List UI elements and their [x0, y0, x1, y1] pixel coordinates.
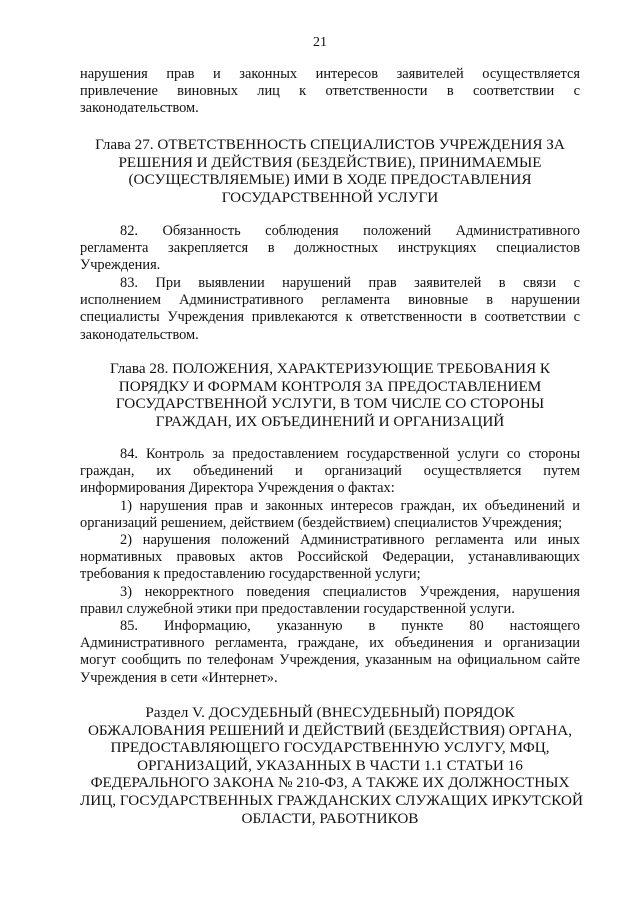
paragraph-85	[80, 618, 580, 687]
text-line: 83. При выявлении нарушений прав заявителей в связи с	[120, 275, 580, 291]
text-line: нормативных правовых актов Российской Федерации, устанавливающих	[80, 549, 580, 566]
chapter-27-heading	[80, 136, 580, 206]
list-item-1	[80, 498, 580, 532]
heading-line: ФЕДЕРАЛЬНОГО ЗАКОНА № 210-ФЗ, А ТАКЖЕ ИХ ДОЛЖНОСТНЫХ	[90, 774, 570, 792]
text-line: 2) нарушения положений Административного регламента или иных	[120, 532, 580, 548]
text-line: исполнением Административного регламента виновные в нарушении	[80, 292, 580, 309]
text-line: правил служебной этики при предоставлении государственной услуги.	[80, 601, 515, 618]
text-line: законодательством.	[80, 326, 199, 343]
paragraph-82	[80, 223, 580, 275]
text-line: Учреждения.	[80, 257, 161, 274]
heading-line: Глава 28. ПОЛОЖЕНИЯ, ХАРАКТЕРИЗУЮЩИЕ ТРЕБОВАНИЯ К	[109, 360, 551, 377]
text-line: требования к предоставлению государственной услуги;	[80, 566, 421, 583]
text-line: регламента закрепляется в должностных инструкциях специалистов	[80, 240, 580, 257]
text-line: граждан, их объединений и организаций осуществляется путем	[80, 463, 580, 480]
text-line: Учреждения в сети «Интернет».	[80, 669, 278, 686]
text-line: специалисты Учреждения привлекаются к ответственности в соответствии с	[80, 309, 580, 326]
heading-line: ПОРЯДКУ И ФОРМАМ КОНТРОЛЯ ЗА ПРЕДОСТАВЛЕНИЕМ	[118, 377, 542, 395]
heading-line: ГОСУДАРСТВЕННОЙ УСЛУГИ, В ТОМ ЧИСЛЕ СО СТОРОНЫ	[115, 395, 545, 413]
heading-line: ОРГАНИЗАЦИЙ, УКАЗАННЫХ В ЧАСТИ 1.1 СТАТЬИ 16	[137, 756, 523, 774]
heading-line: ЛИЦ, ГОСУДАРСТВЕННЫХ ГРАЖДАНСКИХ СЛУЖАЩИХ ИРКУТСКОЙ	[80, 791, 583, 809]
heading-line: ОБЖАЛОВАНИЯ РЕШЕНИЙ И ДЕЙСТВИЙ (БЕЗДЕЙСТВИЯ) ОРГАНА,	[87, 721, 573, 739]
text-line: нарушения прав и законных интересов заявителей осуществляется	[80, 66, 580, 82]
page-number: 21	[313, 35, 327, 50]
chapter-28-heading	[80, 360, 580, 430]
text-line: информирования Директора Учреждения о фактах:	[80, 480, 395, 497]
text-line: 85. Информацию, указанную в пункте 80 настоящего	[120, 618, 580, 634]
paragraph-continuation	[80, 66, 580, 118]
section-5-heading	[80, 704, 583, 827]
text-line: 1) нарушения прав и законных интересов граждан, их объединений и	[120, 498, 580, 514]
heading-line: Раздел V. ДОСУДЕБНЫЙ (ВНЕСУДЕБНЫЙ) ПОРЯДОК	[145, 704, 515, 721]
heading-line: (ОСУЩЕСТВЛЯЕМЫЕ) ИМИ В ХОДЕ ПРЕДОСТАВЛЕНИЯ	[128, 171, 532, 189]
heading-line: ПРЕДОСТАВЛЯЮЩЕГО ГОСУДАРСТВЕННУЮ УСЛУГУ, МФЦ,	[110, 739, 550, 757]
heading-line: ГОСУДАРСТВЕННОЙ УСЛУГИ	[221, 188, 439, 206]
text-line: организаций решением, действием (бездействием) специалистов Учреждения;	[80, 515, 563, 532]
heading-line: ОБЛАСТИ, РАБОТНИКОВ	[241, 809, 419, 827]
text-line: Административного регламента, граждане, их объединения и организации	[80, 635, 580, 652]
list-item-3	[80, 584, 580, 618]
list-item-2	[80, 532, 580, 584]
heading-line: ГРАЖДАН, ИХ ОБЪЕДИНЕНИЙ И ОРГАНИЗАЦИЙ	[155, 412, 505, 430]
heading-line: РЕШЕНИЯ И ДЕЙСТВИЯ (БЕЗДЕЙСТВИЕ), ПРИНИМАЕМЫЕ	[118, 153, 542, 171]
text-line: привлечение виновных лиц к ответственности в соответствии с	[80, 83, 580, 100]
paragraph-83	[80, 275, 580, 344]
text-line: 84. Контроль за предоставлением государственной услуги со стороны	[120, 446, 580, 462]
text-line: 3) некорректного поведения специалистов Учреждения, нарушения	[120, 584, 580, 600]
text-line: могут сообщить по телефонам Учреждения, указанным на официальном сайте	[80, 652, 580, 669]
text-line: 82. Обязанность соблюдения положений Административного	[120, 223, 580, 239]
paragraph-84	[80, 446, 580, 498]
heading-line: Глава 27. ОТВЕТСТВЕННОСТЬ СПЕЦИАЛИСТОВ УЧРЕЖДЕНИЯ ЗА	[95, 136, 565, 153]
text-line: законодательством.	[80, 100, 199, 117]
